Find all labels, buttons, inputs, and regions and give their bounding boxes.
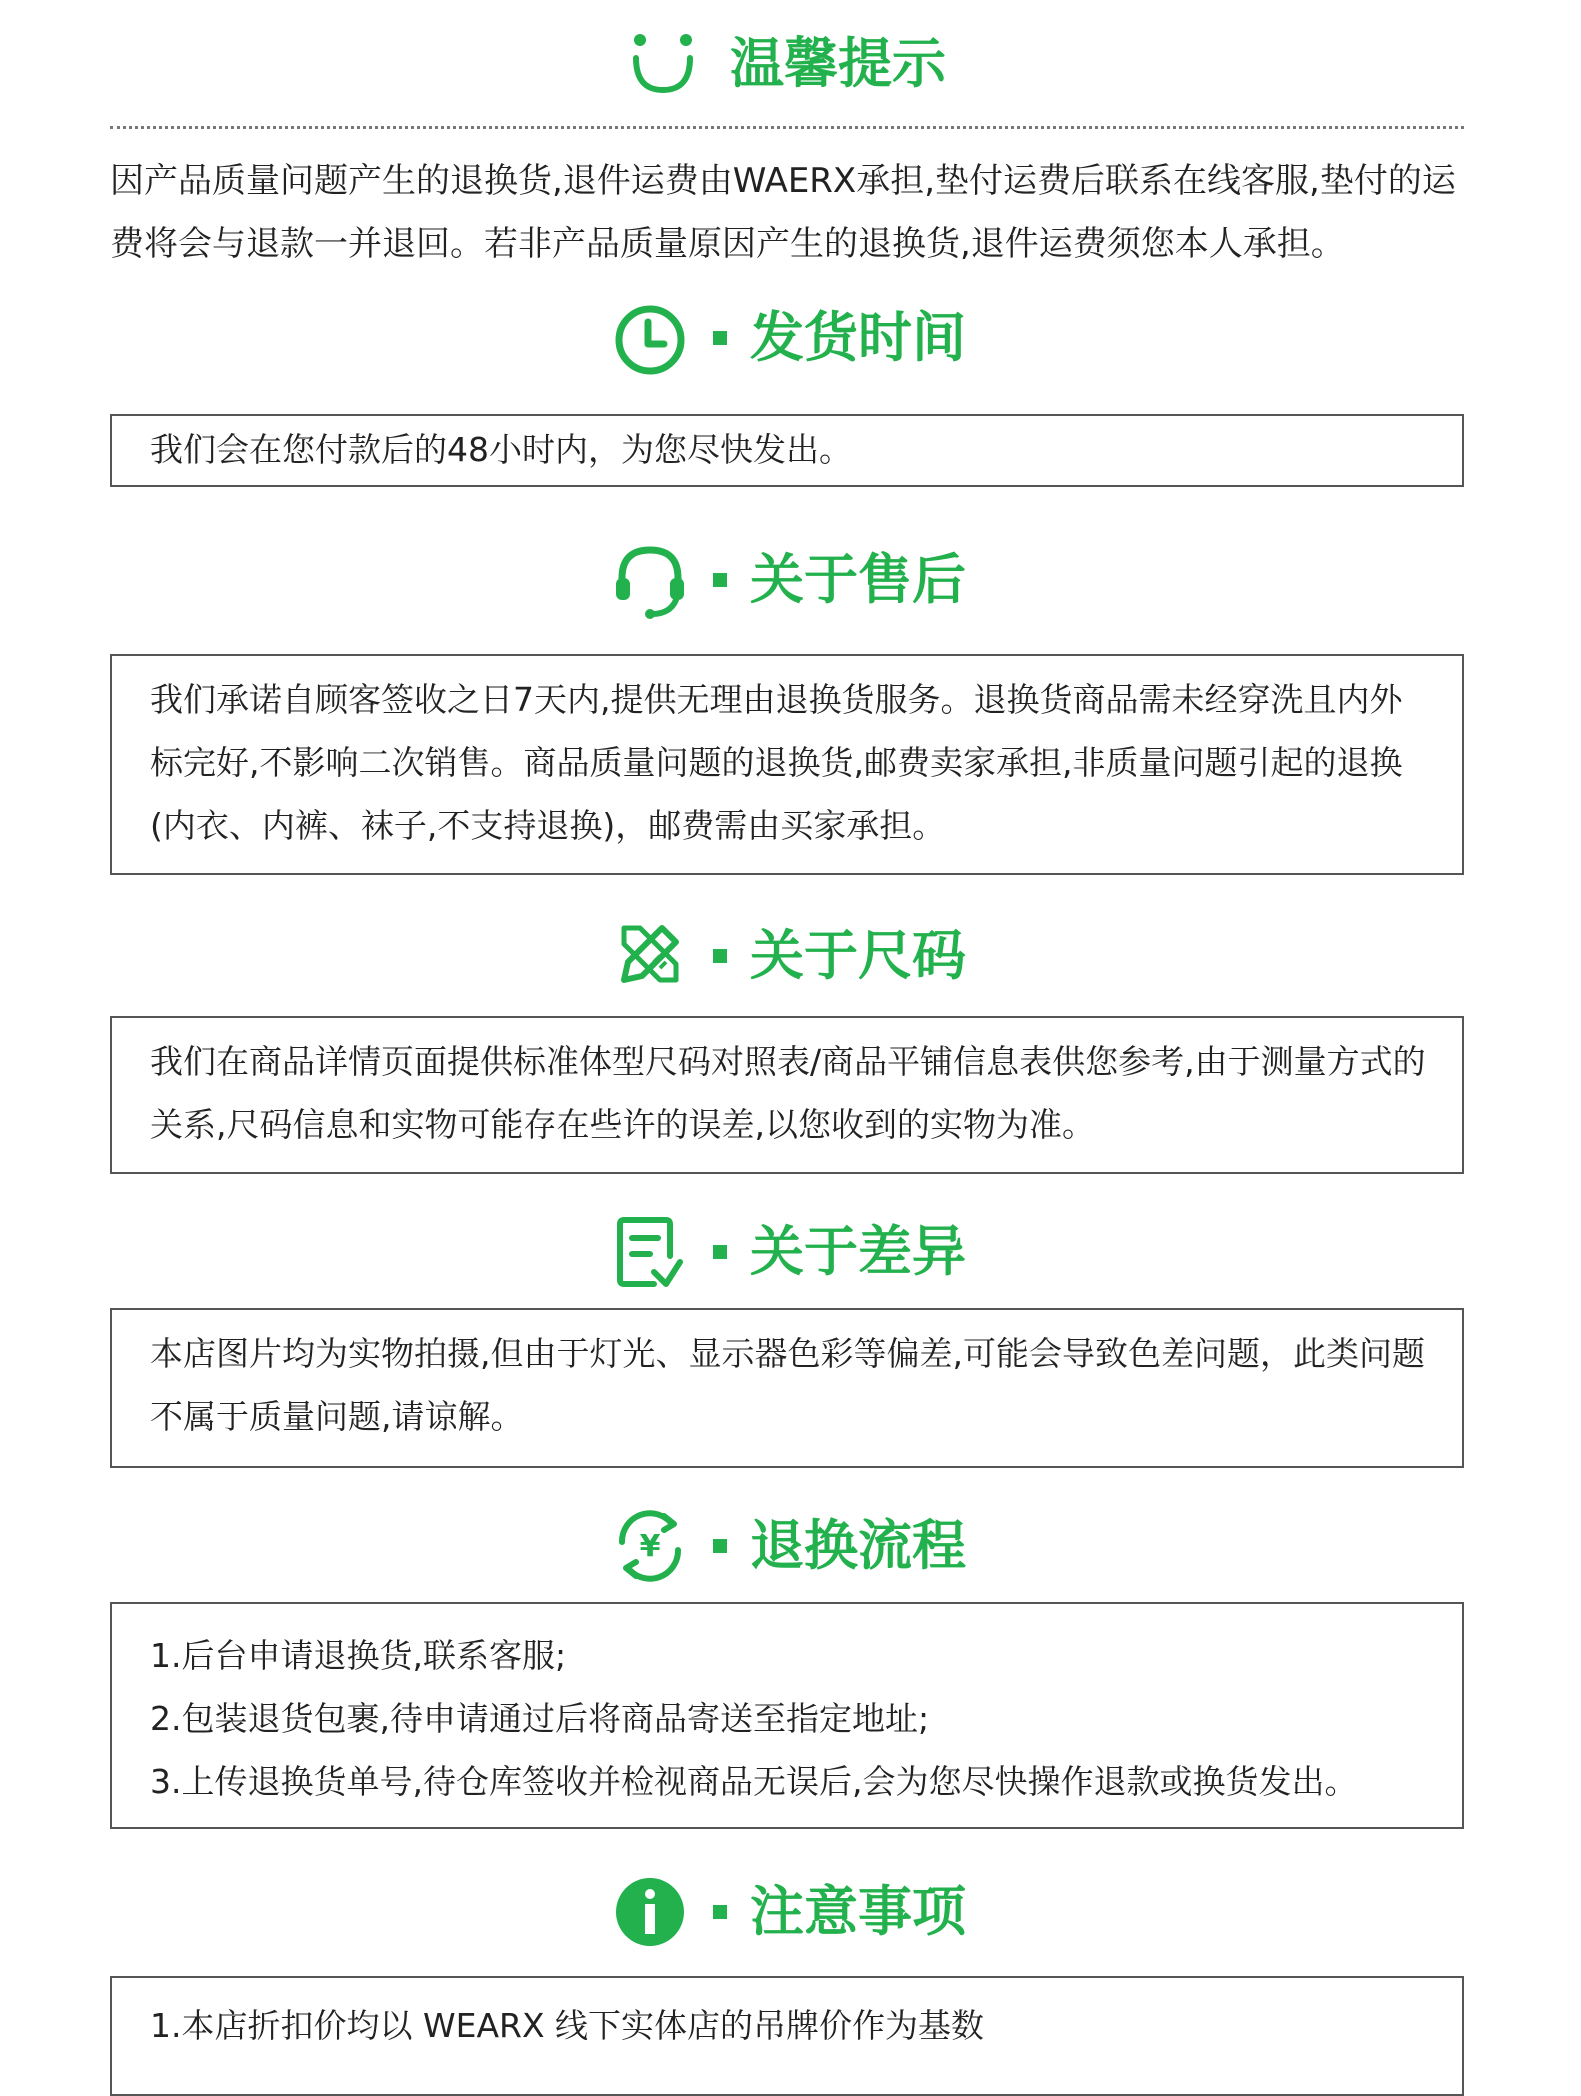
clock-icon: [610, 298, 690, 378]
section-heading-size: [610, 916, 1030, 1000]
section-title: 关于差异: [750, 1220, 966, 1283]
smile-icon: [628, 28, 698, 98]
section-box-process: [110, 1602, 1464, 1829]
section-box-size: [110, 1016, 1464, 1174]
bullet-dot: [713, 331, 727, 345]
section-title: 退换流程: [750, 1514, 966, 1577]
section-box-notes: [110, 1976, 1464, 2096]
section-box-aftersale: [110, 654, 1464, 875]
section-heading-aftersale: [610, 540, 1030, 624]
section-box-shipping: [110, 414, 1464, 487]
document-icon: [610, 1212, 690, 1292]
section-title: 注意事项: [750, 1880, 966, 1943]
bullet-dot: [713, 1905, 727, 1919]
pencil-ruler-icon: [610, 916, 690, 996]
bullet-dot: [713, 573, 727, 587]
headset-icon: [610, 540, 690, 620]
section-text: 我们会在您付款后的48小时内，为您尽快发出。: [150, 430, 852, 469]
section-heading-notes: [610, 1872, 1030, 1956]
section-text: 我们在商品详情页面提供标准体型尺码对照表/商品平铺信息表供您参考,由于测量方式的关系,尺码信息和实物可能存在些许的误差,以您收到的实物为准。: [150, 1042, 1426, 1144]
section-title: 发货时间: [750, 306, 966, 369]
intro-text: 因产品质量问题产生的退换货,退件运费由WAERX承担,垫付运费后联系在线客服,垫付的运费将会与退款一并退回。若非产品质量原因产生的退换货,退件运费须您本人承担。: [110, 161, 1456, 264]
section-text: 我们承诺自顾客签收之日7天内,提供无理由退换货服务。退换货商品需未经穿洗且内外标完好,不影响二次销售。商品质量问题的退换货,邮费卖家承担,非质量问题引起的退换(内衣、内裤、袜子,不支持退换)，邮费需由买家承担。: [150, 680, 1403, 845]
notice-header: [628, 26, 968, 106]
section-text: 1.本店折扣价均以 WEARX 线下实体店的吊牌价作为基数: [150, 2006, 985, 2045]
bullet-dot: [713, 1245, 727, 1259]
section-title: 关于尺码: [750, 924, 966, 987]
section-heading-process: [610, 1506, 1030, 1590]
bullet-dot: [713, 949, 727, 963]
divider: [110, 126, 1464, 129]
section-heading-shipping: [610, 298, 1030, 382]
process-steps: [112, 1604, 1462, 1813]
svg-text:¥: ¥: [639, 1529, 661, 1564]
bullet-dot: [713, 1539, 727, 1553]
list-item: 2.包装退货包裹,待申请通过后将商品寄送至指定地址;: [150, 1699, 930, 1738]
list-item: 1.后台申请退换货,联系客服;: [150, 1636, 567, 1675]
page-title: 温馨提示: [730, 32, 946, 95]
section-text: 本店图片均为实物拍摄,但由于灯光、显示器色彩等偏差,可能会导致色差问题，此类问题不属于质量问题,请谅解。: [150, 1334, 1425, 1436]
list-item: 3.上传退换货单号,待仓库签收并检视商品无误后,会为您尽快操作退款或换货发出。: [150, 1762, 1358, 1801]
yen-exchange-icon: [610, 1506, 690, 1586]
section-heading-difference: [610, 1212, 1030, 1296]
info-icon: [610, 1872, 690, 1952]
section-title: 关于售后: [750, 548, 966, 611]
section-box-difference: [110, 1308, 1464, 1468]
